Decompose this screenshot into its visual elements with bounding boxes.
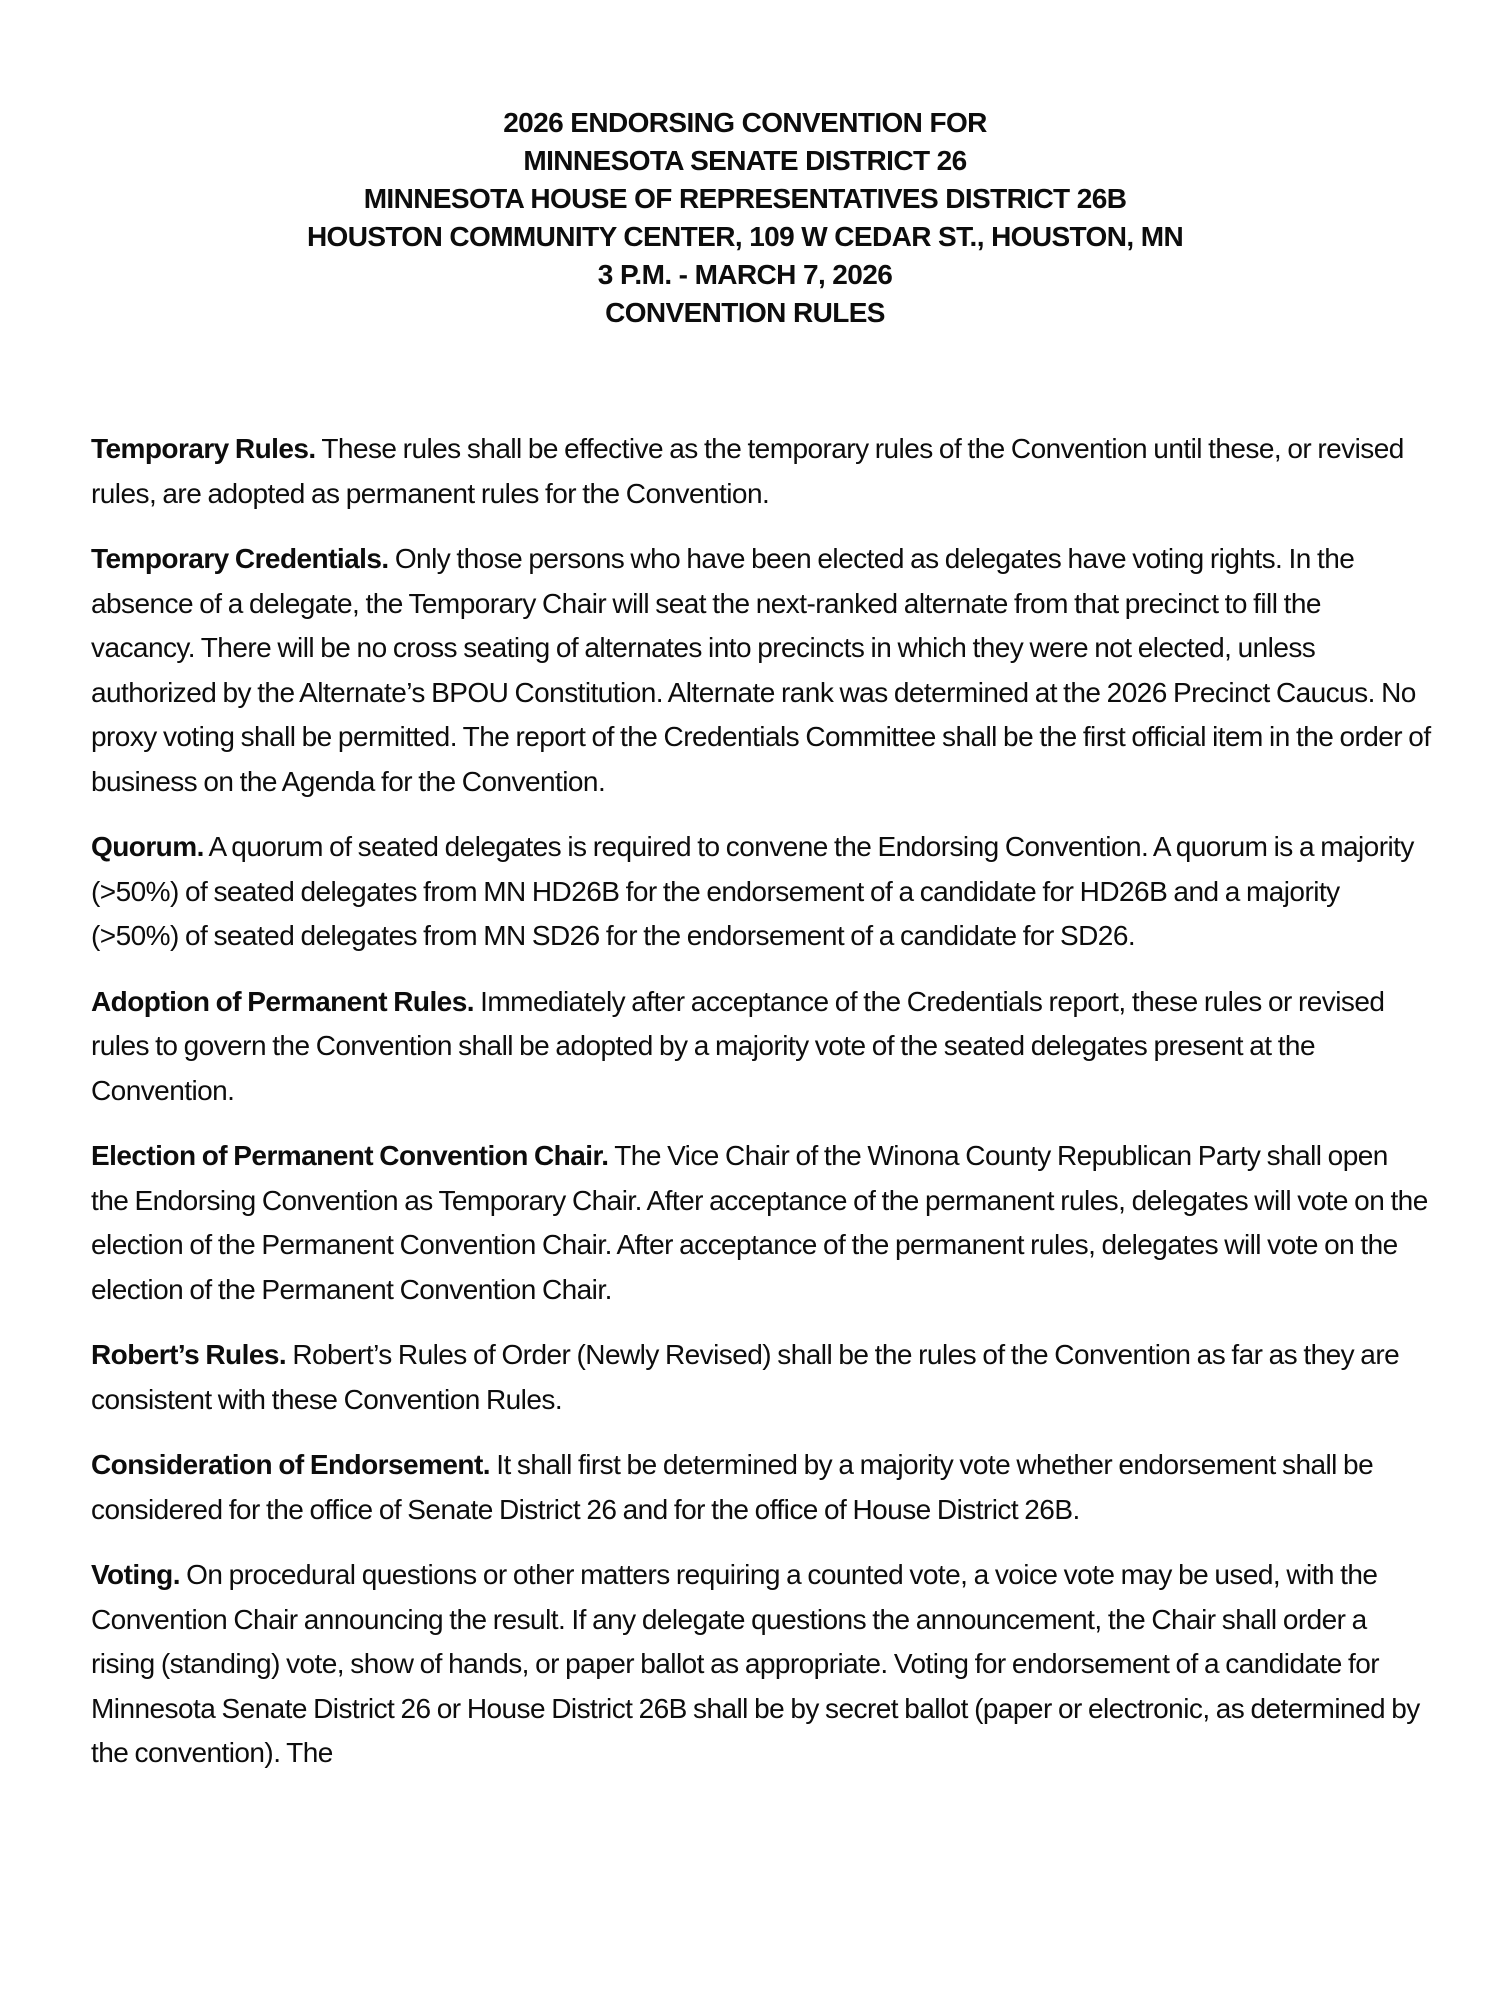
rule-text: The Vice Chair of the Winona County Republican Party shall open the Endorsing Convention as Temporary Chair. After acceptance of the permanent rules, delegates will vote on the election of the Permanent Convention Chair. After acceptance of the permanent rules, delegates will vote on the election of the Permanent Convention Chair. [91, 1140, 1428, 1305]
rule-title: Robert’s Rules. [91, 1339, 287, 1370]
document-header [0, 104, 1490, 332]
rule-text: Robert’s Rules of Order (Newly Revised) shall be the rules of the Convention as far as they are consistent with these Convention Rules. [91, 1339, 1400, 1415]
rule-text: A quorum of seated delegates is required to convene the Endorsing Convention. A quorum is a majority (>50%) of seated delegates from MN HD26B for the endorsement of a candidate for HD26B and a majority (>50%) of seated delegates from MN SD26 for the endorsement of a candidate for SD26. [91, 831, 1414, 951]
rule-title: Voting. [91, 1559, 180, 1590]
rule-title: Temporary Rules. [91, 433, 316, 464]
rule-text: On procedural questions or other matters requiring a counted vote, a voice vote may be used, with the Convention Chair announcing the result. If any delegate questions the announcement, the Chair shall order a rising (standing) vote, show of hands, or paper ballot as appropriate. Voting for endorsement of a candidate for Minnesota Senate District 26 or House District 26B shall be by secret ballot (paper or electronic, as determined by the convention). The [91, 1559, 1420, 1768]
rule-title: Consideration of Endorsement. [91, 1449, 490, 1480]
header-location: HOUSTON COMMUNITY CENTER, 109 W CEDAR ST., HOUSTON, MN [306, 221, 1184, 252]
rule-adoption-permanent-rules [91, 980, 1431, 1114]
header-title: 2026 ENDORSING CONVENTION FOR [503, 107, 987, 138]
rule-title: Temporary Credentials. [91, 543, 389, 574]
header-senate-district: MINNESOTA SENATE DISTRICT 26 [523, 145, 967, 176]
rule-text: These rules shall be effective as the temporary rules of the Convention until these, or revised rules, are adopted as permanent rules for the Convention. [91, 433, 1404, 509]
rule-title: Adoption of Permanent Rules. [91, 985, 474, 1017]
rule-title: Election of Permanent Convention Chair. [91, 1140, 609, 1171]
header-date-time: 3 P.M. - MARCH 7, 2026 [597, 259, 893, 290]
rule-text: Immediately after acceptance of the Credentials report, these rules or revised rules to govern the Convention shall be adopted by a majority vote of the seated delegates present at the Convention. [91, 985, 1385, 1106]
header-subtitle: CONVENTION RULES [605, 297, 885, 328]
rules-body [91, 427, 1431, 1797]
rule-election-permanent-chair [91, 1134, 1431, 1312]
rule-voting [91, 1553, 1431, 1776]
header-house-district: MINNESOTA HOUSE OF REPRESENTATIVES DISTRICT 26B [363, 183, 1127, 214]
rule-consideration-endorsement [91, 1443, 1431, 1532]
rule-text: Only those persons who have been elected as delegates have voting rights. In the absence of a delegate, the Temporary Chair will seat the next-ranked alternate from that precinct to fill the vacancy. There will be no cross seating of alternates into precincts in which they were not elected, unless authorized by the Alternate’s BPOU Constitution. Alternate rank was determined at the 2026 Precinct Caucus. No proxy voting shall be permitted. The report of the Credentials Committee shall be the first official item in the order of business on the Agenda for the Convention. [91, 543, 1431, 797]
rule-text: It shall first be determined by a majority vote whether endorsement shall be considered for the office of Senate District 26 and for the office of House District 26B. [91, 1449, 1374, 1525]
rule-roberts-rules [91, 1333, 1431, 1422]
rule-quorum [91, 825, 1431, 959]
rule-temporary-rules [91, 427, 1431, 516]
rule-temporary-credentials [91, 537, 1431, 804]
rule-title: Quorum. [91, 831, 204, 862]
